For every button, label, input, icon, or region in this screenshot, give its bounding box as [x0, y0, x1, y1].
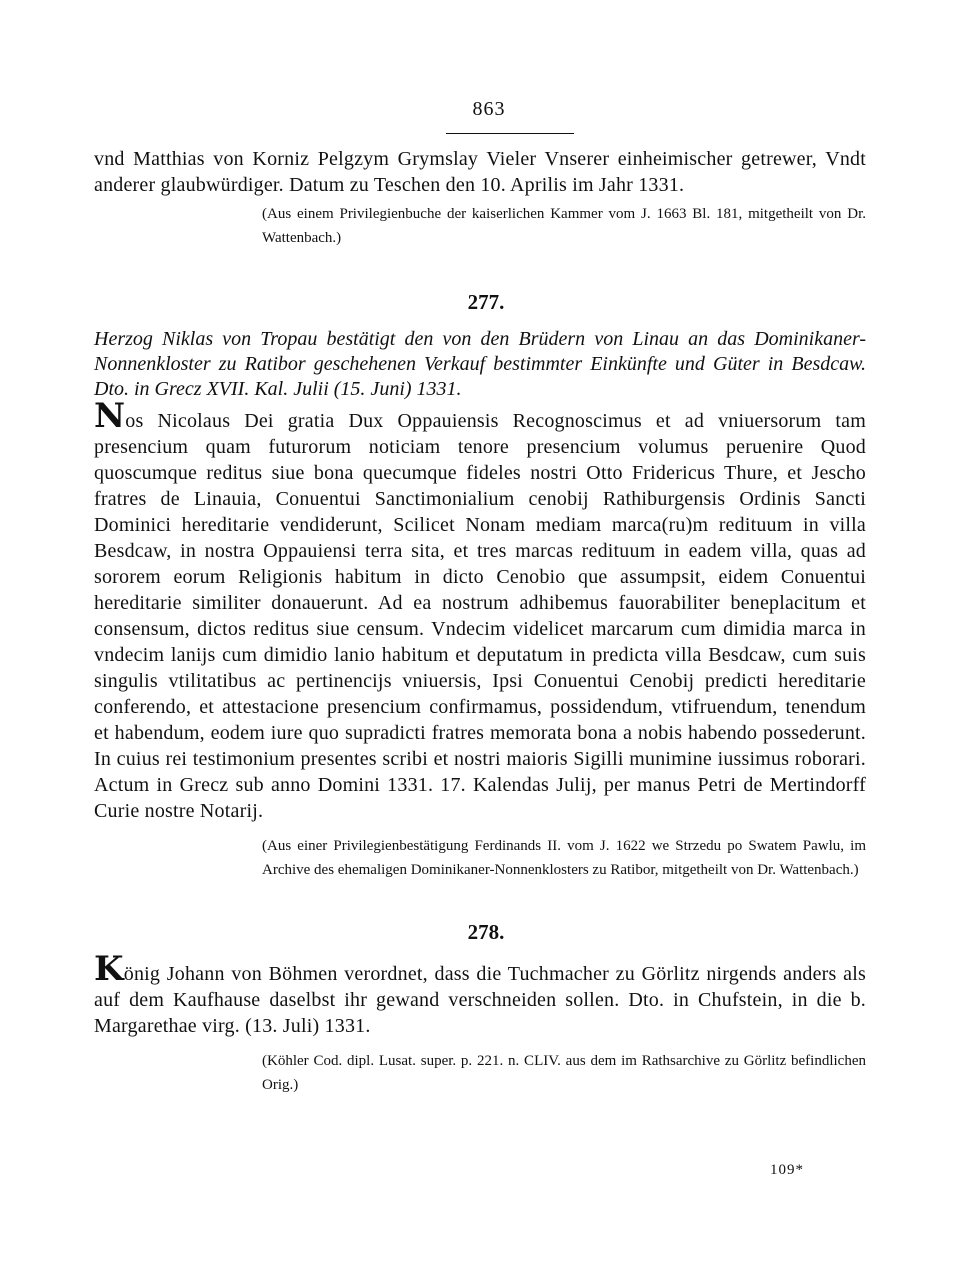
continuation-text: vnd Matthias von Korniz Pelgzym Grymslay Vieler Vnserer einheimischer getrewer, Vndt anderer glaubwürdiger. Datum zu Teschen den 10. Aprilis im Jahr 1331.: [94, 148, 866, 196]
document-278-body: önig Johann von Böhmen verordnet, dass die Tuchmacher zu Görlitz nirgends anders als auf dem Kaufhause daselbst ihr gewand verschneiden sollen. Dto. in Chufstein, in die b. Margarethae virg. (13. Juli) 1331.: [94, 963, 866, 1037]
document-278-text: [94, 949, 866, 1039]
document-277-regest: Herzog Niklas von Tropau bestätigt den von den Brüdern von Linau an das Dominikaner-Nonnenkloster zu Ratibor geschehenen Verkauf bestimmter Einkünfte und Güter in Besdcaw. Dto. in Grecz XVII. Kal. Julii (15. Juni) 1331.: [94, 328, 866, 400]
document-278-source-note: (Köhler Cod. dipl. Lusat. super. p. 221. n. CLIV. aus dem im Rathsarchive zu Görlitz befindlichen Orig.): [262, 1053, 866, 1093]
continuation-source-note: (Aus einem Privilegienbuche der kaiserlichen Kammer vom J. 1663 Bl. 181, mitgetheilt von Dr. Wattenbach.): [262, 206, 866, 246]
document-277-body: os Nicolaus Dei gratia Dux Oppauiensis Recognoscimus et ad vniuersorum tam presencium quam futurorum noticiam tenore presencium volumus peruenire Quod quoscumque reditus siue bona quecumque fideles nostri Otto Fridericus Thure, et Jescho fratres de Linauia, Conuentui Sanctimonialium cenobij Rathiburgensis Ordinis Sancti Dominici hereditarie vendiderunt, Scilicet Nonam mediam marca(ru)m redituum in villa Besdcaw, in nostra Oppauiensi terra sita, et tres marcas redituum in eadem villa, quas ad sororem eorum Religionis habitum in dicto Cenobio que assumpsit, eidem Conuentui hereditarie similiter donauerunt. Ad ea nostrum adhibemus fauorabiliter beneplacitum et consensum, dictos reditus siue censum. Vndecim videlicet marcarum cum dimidia marca in vndecim lanijs cum dimidio lanio habitum et deputatum in predicta villa Besdcaw, cum suis singulis vtilitatibus ac pertinencijs vniuersis, Ipsi Conuentui Cenobij predicti hereditarie conferendo, et attestacione presencium confirmamus, possidendum, vtifruendum, tenendum et habendum, eodem iure quo supradicti fratres memorata bona a nobis habendo possederunt. In cuius rei testimonium presentes scribi et nostri maioris Sigilli munimine iussimus roborari. Actum in Grecz sub anno Domini 1331. 17. Kalendas Julij, per manus Petri de Mertindorff Curie nostre Notarij.: [94, 410, 866, 822]
document-278-number: 278.: [467, 920, 505, 944]
header-rule: [446, 133, 574, 134]
document-277-text: [94, 396, 866, 824]
page-content: [94, 98, 866, 1112]
document-277-source-note: (Aus einer Privilegienbestätigung Ferdinands II. vom J. 1622 we Strzedu po Swatem Pawlu, im Archive des ehemaligen Dominikaner-Nonnenklosters zu Ratibor, mitgetheilt von Dr. Wattenbach.): [262, 838, 866, 878]
document-277-number: 277.: [467, 290, 505, 314]
page-number: 863: [472, 98, 506, 120]
sheet-signature: 109*: [770, 1162, 804, 1178]
document-278-initial: K: [94, 949, 124, 989]
document-277-initial: N: [94, 396, 126, 436]
